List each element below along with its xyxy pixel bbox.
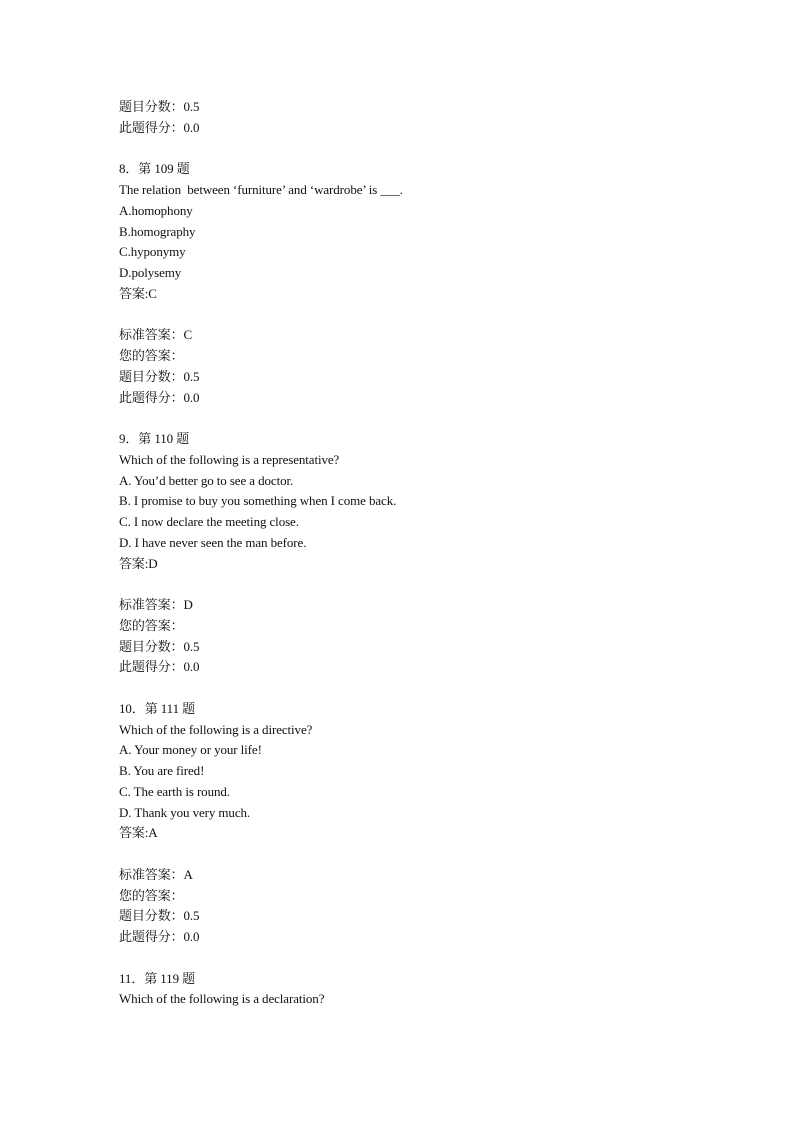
option-b: B.homography [119,223,196,239]
option-d: D.polysemy [119,265,182,280]
option-d: D. Thank you very much. [119,804,251,820]
option-a: A.homophony [119,202,193,218]
standard-answer: 标准答案：D [119,597,193,612]
answer-line: 答案:A [119,825,158,841]
your-answer: 您的答案： [119,348,184,363]
your-answer: 您的答案： [119,887,184,903]
spacer [119,678,719,699]
answer-line: 答案:C [119,285,157,301]
score-line: 题目分数：0.5 [119,368,200,384]
option-d: D. I have never seen the man before. [119,534,307,550]
document-content [119,97,719,1010]
spacer [119,408,719,429]
standard-answer: 标准答案：A [119,866,193,882]
option-c: C.hyponymy [119,244,186,260]
option-c: C. The earth is round. [119,783,230,799]
question-number: 9．第 110 题 [119,431,190,446]
your-answer: 您的答案： [119,617,184,633]
option-b: B. I promise to buy you something when I come back. [119,493,397,509]
option-b: B. You are fired! [119,763,205,778]
got-line: 此题得分：0.0 [119,119,200,135]
question-number: 11．第 119 题 [119,970,196,986]
question-text: The relation between ‘furniture’ and ‘wardrobe’ is ___. [119,182,403,197]
question-text: Which of the following is a directive? [119,721,313,737]
score-line: 题目分数：0.5 [119,638,200,654]
got-line: 此题得分：0.0 [119,659,200,675]
option-a: A. You’d better go to see a doctor. [119,472,294,488]
question-text: Which of the following is a declaration? [119,991,325,1007]
got-line: 此题得分：0.0 [119,389,200,405]
got-line: 此题得分：0.0 [119,929,200,944]
question-number: 8．第 109 题 [119,161,190,177]
score-line: 题目分数：0.5 [119,908,200,924]
score-line: 题目分数：0.5 [119,99,200,114]
option-a: A. Your money or your life! [119,742,262,758]
spacer [119,574,719,595]
question-number: 10．第 111 题 [119,700,196,716]
answer-line: 答案:D [119,555,158,571]
spacer [119,305,719,326]
spacer [119,948,719,969]
standard-answer: 标准答案：C [119,327,193,343]
spacer [119,139,719,160]
spacer [119,844,719,865]
option-c: C. I now declare the meeting close. [119,514,299,529]
question-text: Which of the following is a representative? [119,451,340,467]
